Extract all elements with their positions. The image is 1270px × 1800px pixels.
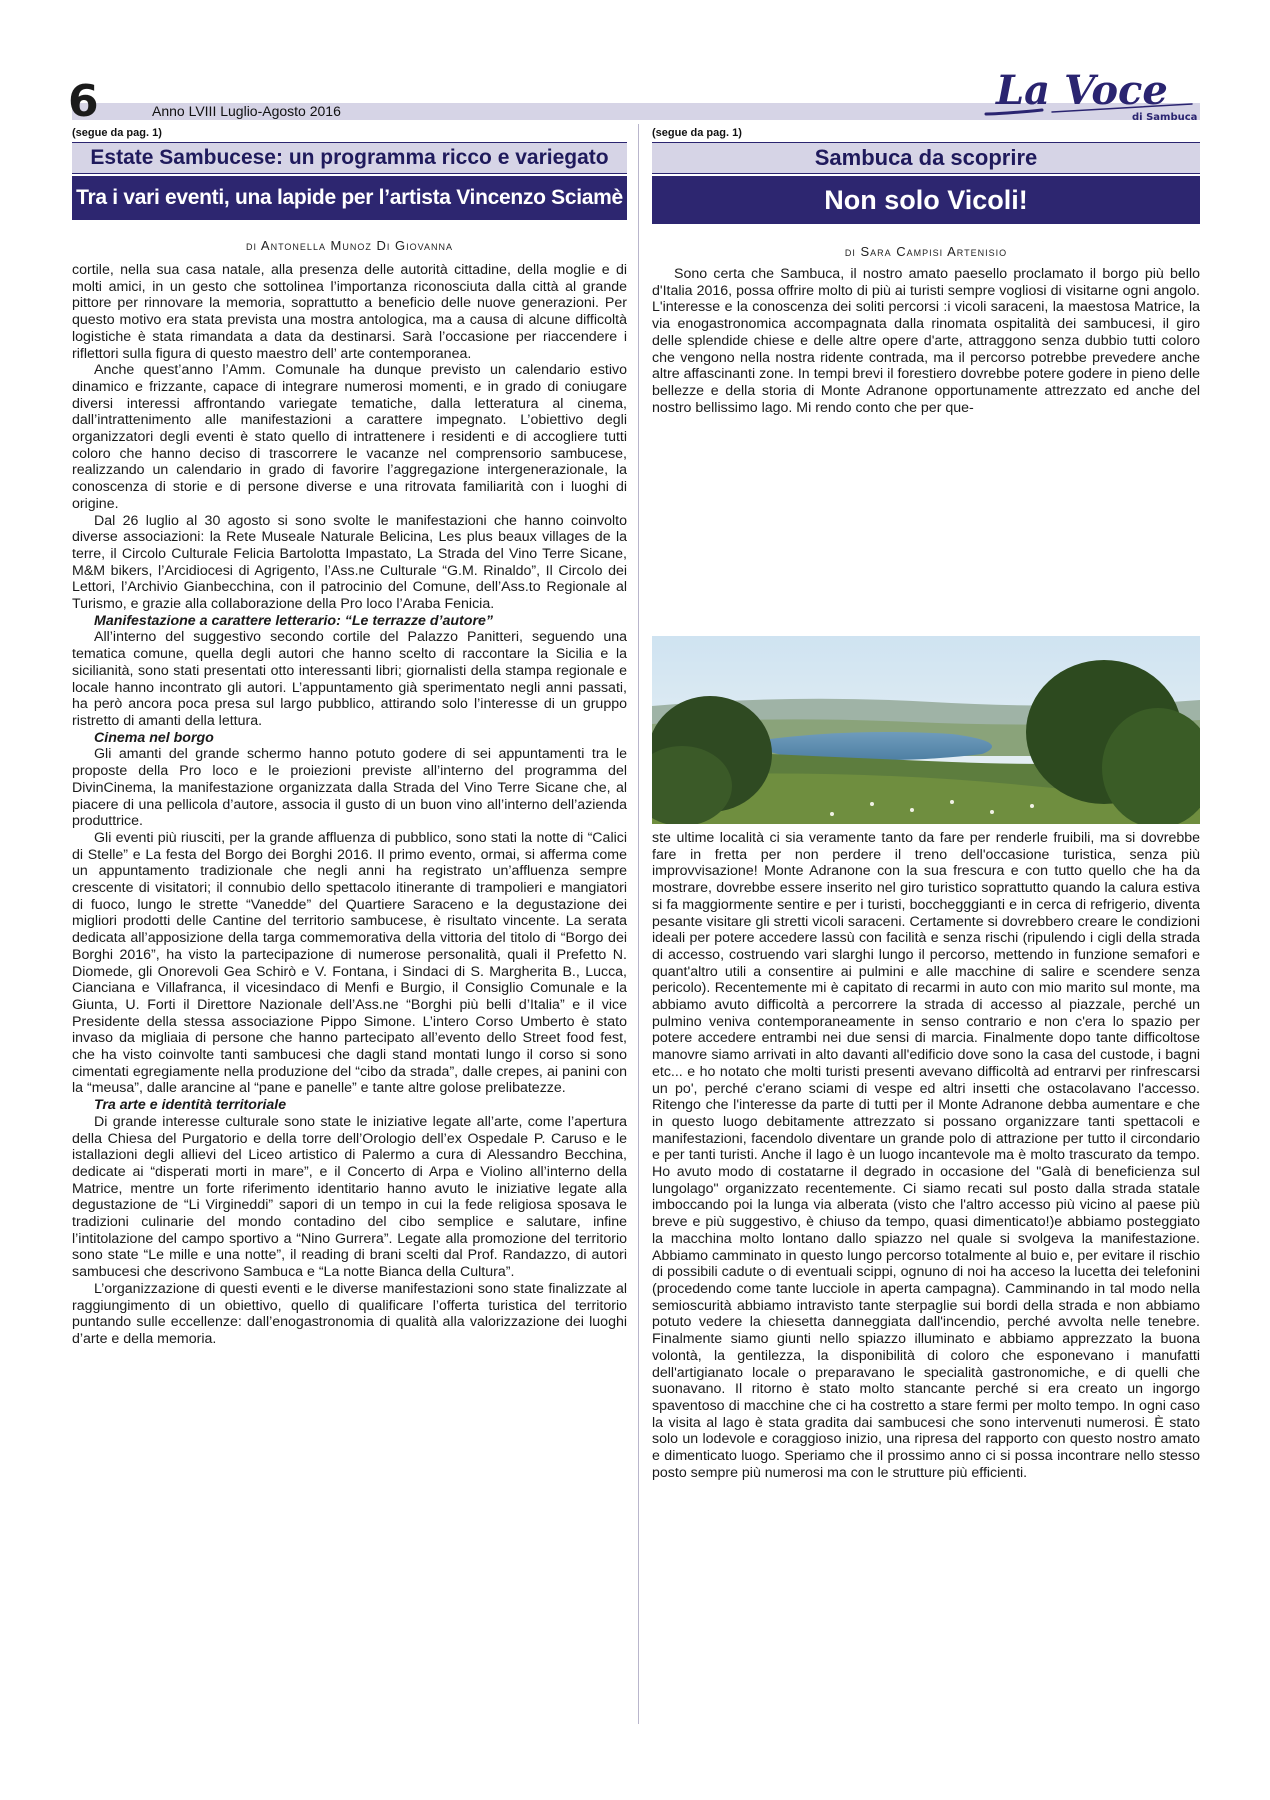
section-heading: Cinema nel borgo [94,729,214,746]
page-number: 6 [68,76,99,127]
left-continuation: (segue da pag. 1) [72,127,162,139]
article-paragraph: L’organizzazione di questi eventi e le diverse manifestazioni sono state finalizzate al raggiungimento di un obiettivo, quello di qualificare l’offerta turistica del territorio puntando sulle eccellenze: dall’enogastronomia di qualità alla valorizzazione dei luoghi d’arte e della memoria. [72,1280,627,1347]
article-paragraph: Gli eventi più riusciti, per la grande affluenza di pubblico, sono stati la notte di “Calici di Stelle” e La festa del Borgo dei Borghi 2016. Il primo evento, ormai, si afferma come un appuntamento tradizionale che negli anni ha registrato un’affluenza sempre crescente di visitatori; il connubio dello spettacolo itinerante di trampolieri e mangiatori di fuoco, lungo le strette “Vanedde” del Quartiere Saraceno e la degustazione dei migliori prodotti delle Cantine del territorio sambucese, è risultato vincente. La serata dedicata all’apposizione della targa commemorativa della vittoria del titolo di “Borgo dei Borghi 2016”, ha visto la partecipazione di numerose personalità, quali il Prefetto N. Diomede, gli Onorevoli Gea Schirò e V. Fontana, i Sindaci di S. Margherita B., Lucca, Cianciana e Villafranca, il vicesindaco di Menfi e Burgio, il Consiglio Comunale e la Giunta, U. Forti il Direttore Nazionale dell’Ass.ne “Borghi più belli d’Italia” e il vice Presidente della stessa associazione Pippo Simone. L’intero Corso Umberto è stato invaso da migliaia di persone che hanno partecipato all’evento dello Street food fest, che ha visto coinvolte tanti sambucesi che dagli stand montati lungo il corso si sono cimentati egregiamente nella produzione del “cibo da strada”, dalle crepes, ai panini con la “meusa”, dalle arancine al “pane e panelle” e tante altre golose prelibatezze. [72,829,627,1097]
newspaper-logo [982,62,1204,130]
left-article-body [72,262,627,1720]
right-title: Sambuca da scoprire [652,142,1200,174]
right-article-body-top [652,266,1200,630]
left-subtitle: Tra i vari eventi, una lapide per l’artista Vincenzo Sciamè [72,176,627,220]
article-paragraph: Gli amanti del grande schermo hanno potuto godere di sei appuntamenti tra le proposte della Pro loco e le proiezioni previste all’interno del programma del DivinCinema, la manifestazione organizzata dalla Strada del Vino Terre Sicane che, al piacere di una pellicola d’autore, associa il gusto di un buon vino all’interno dell’azienda produttrice. [72,746,627,830]
lake-landscape-photo [652,636,1200,824]
right-article-body-bottom [652,830,1200,1730]
right-byline: di Sara Campisi Artenisio [844,244,1008,259]
article-paragraph: Di grande interesse culturale sono state le iniziative legate all’arte, come l’apertura della Chiesa del Purgatorio e della torre dell’Orologio dell’ex Ospedale P. Caruso e le istallazioni degli allievi del Liceo artistico di Palermo a cura di Alessandro Becchina, dedicate ai “disperati morti in mare”, e il Concerto di Arpa e Violino all’interno della Matrice, mentre un forte riferimento identitario hanno avuto le iniziative legate alla degustazione de “Li Virgineddi” sapori di un tempo in cui la fede religiosa sposava le tradizioni culinarie del mondo contadino del cibo semplice e salutare, infine l’intitolazione del campo sportivo a “Nino Gurrera”. Legate alla promozione del territorio sono state “Le mille e una notte”, il reading di brani scelti dal Prof. Randazzo, di autori sambucesi che descrivono Sambuca e “La notte Bianca della Cultura”. [72,1113,627,1281]
article-paragraph: Sono certa che Sambuca, il nostro amato paesello proclamato il borgo più bello d'Italia 2016, possa offrire molto di più ai turisti sempre vogliosi di visitarne ogni angolo. L'interesse e la conoscenza dei soliti percorsi :i vicoli saraceni, la maestosa Matrice, la via enogastronomica accompagnata dalla rinomata ospitalità dei sambucesi, il giro delle splendide chiese e delle altre opere d'arte, attraggono senza dubbio tutti coloro che vengono nella nostra ridente contrada, ma il percorso potrebbe prevedere anche altre affascinanti zone. In tempi brevi il forestiero dovrebbe potere godere in pieno delle bellezze e della storia di Monte Adranone opportunamente attrezzato ed anche del nostro bellissimo lago. Mi rendo conto che per que- [652,266,1200,416]
left-title: Estate Sambucese: un programma ricco e variegato [72,142,627,174]
right-subtitle: Non solo Vicoli! [652,176,1200,224]
right-continuation: (segue da pag. 1) [652,127,742,139]
article-paragraph: cortile, nella sua casa natale, alla presenza delle autorità cittadine, della moglie e di molti amici, in un gesto che sottolinea l’importanza riconosciuta dalla città al grande pittore per rinnovare la memoria, soprattutto a beneficio delle nuove generazioni. Per questo motivo era stata prevista una mostra antologica, ma a causa di alcune difficoltà logistiche è stata rimandata a data da destinarsi. Sarà l’occasione per riaccendere i riflettori sulla figura di questo maestro dell’ arte contemporanea. [72,262,627,362]
issue-date: Anno LVIII Luglio-Agosto 2016 [152,103,341,119]
article-paragraph: ste ultime località ci sia veramente tanto da fare per renderle fruibili, ma si dovrebbe fare in fretta per non perdere il treno dell'occasione turistica, senza più improvvisazione! Monte Adranone con la sua frescura e con tutto quello che ha da mostrare, dovrebbe essere inserito nel giro turistico soprattutto quando la calura estiva si fa maggiormente sentire e per i turisti, bocchegggianti e in cerca di refrigerio, diventa pesante visitare gli stretti vicoli saraceni. Certamente si dovrebbero creare le condizioni ideali per potere accedere lassù con facilità e senza rischi (ripulendo i cigli della strada di accesso, costruendo vari slarghi lungo il percorso, mettendo in funzione semafori e quant'altro utili a consentire ai pulmini e alle macchine di salire e scendere senza pericolo). Recentemente mi è capitato di recarmi in auto con mio marito sul monte, ma abbiamo avuto difficoltà a percorrere la strada di accesso al piazzale, perché un pulmino veniva contemporaneamente in senso contrario e non c'era lo spazio per potere accedere entrambi nei due sensi di marcia. Finalmente dopo tante difficoltose manovre siamo arrivati in alto davanti all'edificio dove sono la casa del custode, i bagni etc... e ho notato che molti turisti presenti avevano difficoltà ad entrarvi per rinfrescarsi un po', perché c'erano sciami di vespe ed altri insetti che ostacolavano l'accesso. Ritengo che l'interesse da parte di tutti per il Monte Adranone debba aumentare e che in questo luogo debitamente attrezzato si possano organizzare tanti spettacoli e manifestazioni, facendolo diventare un grande polo di attrazione per tutto il circondario e per tanti turisti. Anche il lago è un luogo incantevole ma è molto trascurato da tempo. Ho avuto modo di costatarne il degrado in occasione del "Galà di beneficienza sul lungolago" organizzato recentemente. Ci siamo recati sul posto dalla strada statale imboccando poi la lunga via alberata (visto che l'altro accesso più vicino al paese più breve e più suggestivo, è chiuso da tempo, quasi dimenticato!)e abbiamo posteggiato la macchina molto lontano dallo spiazzo nel quale si svolgeva la manifestazione. Abbiamo camminato in questo lungo percorso totalmente al buio e, per evitare il rischio di possibili cadute o di eventuali scippi, ognuno di noi ha acceso la lucetta dei telefonini (procedendo come tante lucciole in aperta campagna). Camminando in tal modo nella semioscurità abbiamo intravisto tante sterpaglie sui bordi della strada e non abbiamo potuto vedere la chiesetta danneggiata dall'incendio, perché avvolta nelle tenebre. Finalmente siamo giunti nello spiazzo illuminato e abbiamo apprezzato la buona volontà, la gentilezza, la disponibilità di coloro che esponevano i manufatti dell'artigianato locale o preparavano le specialità gastronomiche, e di quelli che suonavano. Il ritorno è stato molto stancante perché si era creato un ingorgo spaventoso di macchine che ci ha costretto a stare fermi per molto tempo. In ogni caso la visita al lago è stata gradita dai sambucesi che sono intervenuti numerosi. È stato solo un lodevole e coraggioso inizio, una ripresa del rapporto con questo nostro amato e dimenticato luogo. Speriamo che il prossimo anno ci si possa incontrare nello stesso posto sempre più numerosi ma con le strutture più efficienti. [652,830,1200,1481]
left-byline: di Antonella Munoz Di Giovanna [246,238,453,253]
section-heading: Tra arte e identità territoriale [94,1097,287,1114]
logo-small: di Sambuca [1132,112,1198,123]
article-paragraph: All’interno del suggestivo secondo cortile del Palazzo Panitteri, seguendo una tematica comune, quella degli autori che hanno scelto di raccontare la Sicilia e la sicilianità, sono stati presentati otto interessanti libri; giornalisti della stampa regionale e locale hanno incontrato gli autori. L’appuntamento già sperimentato negli anni passati, ha però ancora poca presa sul largo pubblico, attirando solo l’interesse di un gruppo ristretto di amanti della lettura. [72,629,627,729]
article-paragraph: Anche quest’anno l’Amm. Comunale ha dunque previsto un calendario estivo dinamico e frizzante, capace di integrare numerosi momenti, e in grado di coniugare diversi interessi affrontando variegate tematiche, dalla letteratura al cinema, dall’intrattenimento alle manifestazioni a carattere impegnato. L’obiettivo degli organizzatori degli eventi è stato quello di intrattenere i residenti e di accogliere tutti coloro che hanno deciso di trascorrere le vacanze nel comprensorio sambucese, realizzando un calendario in grado di favorire l’aggregazione intergenerazionale, la conoscenza di storie e di persone diverse e una ritrovata familiarità con i luoghi di origine. [72,362,627,512]
article-paragraph: Dal 26 luglio al 30 agosto si sono svolte le manifestazioni che hanno coinvolto diverse associazioni: la Rete Museale Naturale Belicina, Les plus beaux villages de la terre, il Circolo Culturale Felicia Bartolotta Impastato, La Strada del Vino Terre Sicane, M&M bikers, l’Arcidiocesi di Agrigento, l’Ass.ne Culturale “G.M. Rinaldo”, Il Circolo dei Lettori, l’Archivio Gianbecchina, con il patrocinio del Comune, dell’Ass.to Regionale al Turismo, e grazie alla collaborazione della Pro loco l’Araba Fenicia. [72,512,627,613]
column-divider [638,124,639,1724]
section-heading: Manifestazione a carattere letterario: “Le terrazze d’autore” [94,612,493,629]
logo-text: La Voce [996,67,1168,114]
